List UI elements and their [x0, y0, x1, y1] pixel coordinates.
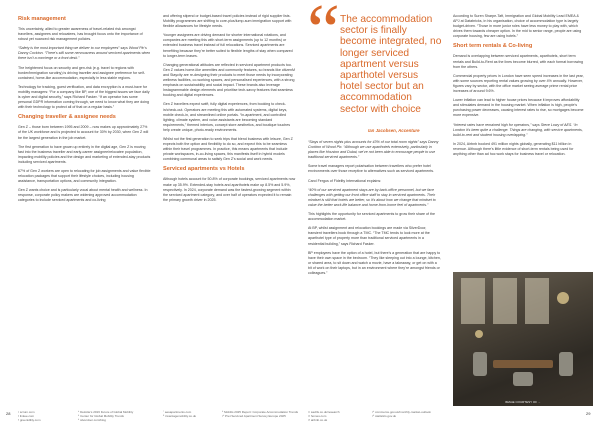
paragraph: The heightened focus on security and gen-risk (e.g. travel to regions with border/immigration scrutiny) is driving traveller and assignee preference for self-contained, home-like accommodation, especially in less stable regions. [18, 65, 146, 80]
page-number-left: 28 [6, 411, 11, 416]
column-4 [453, 14, 586, 161]
paragraph: In 2024, Airbnb booked 491 million nights globally, generating $11 billion in revenue. Although there’s little evidence of short-term rentals being used for anything other than ad hoc work stays for business travel or relocation. [453, 141, 574, 156]
footnote: ⁹ Mobilis 2025 Report: Corporate Accommodation Trends [222, 410, 298, 414]
interior-photo [453, 272, 593, 406]
heading-risk-management: Risk management [18, 16, 66, 22]
heading-changing-needs: Changing traveller & assignee needs [18, 114, 116, 121]
column-1 [18, 14, 151, 208]
footnote: ⁷ aesapartments.com [163, 410, 192, 414]
paragraph: BP employees have the option of a hotel, but there’s a generation that are happy to have their own space in the bedroom. “They like sleeping out into a lounge, kitchen, or shared area, to sit down and watch a movie, have a takeaway, or get on with a bit of work on their laptops, but in an environment where they’re amongst friends or colleagues.” [308, 250, 441, 275]
footnotes [163, 410, 219, 418]
footnotes [222, 410, 302, 418]
footnotes [78, 410, 162, 422]
footnote: ¹⁰ Pret Serviced Apartment Survey Europe 2025 [222, 414, 286, 418]
paragraph: Although hotels account for 50.8% of corporate bookings, serviced apartments now make up 35.9%. Extended-stay hotels and aparthotels make up 8.5% and 5.9%, respectively. In 2024, corporate demand was the fastest-growing segment within the serviced apartment category, and over half of operators expected it to remain the primary growth driver in 2025. [163, 177, 296, 202]
paragraph: Changing generational attitudes are reflected in serviced apartment products too. Gen Z values home-like amenities and community features, so brands like citizenM and Staycity are re-designing their products to meet those needs by incorporating wellness facilities, co-working spaces, and personalised experiences, with a strong emphasis on sustainability and social impact. These brands also leverage Instagrammable design elements and prioritise tech-savvy features that seamless booking and digital experiences. [163, 62, 296, 98]
quote-mark-icon: “ [307, 0, 340, 72]
paragraph: 67% of Gen Z workers are open to relocating for job assignments and value flexible relocation packages that support their lifestyle choices, including housing assistance, transportation options, and community integration. [18, 168, 151, 184]
paragraph: Gen Z wants choice and is particularly vocal about mental health and wellness. In response, corporate policy makers are widening approved accommodation categories to include serviced apartments and co-living [18, 188, 148, 203]
footnote: ¹⁴ commerce.gov.uk/monthly-market-outlook [372, 410, 431, 414]
paragraph: Lower inflation can lead to higher house prices because it improves affordability and stimulates demand in the housing market. When inflation is high, people’s purchasing power decreases, causing interest rates to rise, so mortgages become more expensive. [453, 98, 584, 118]
paragraph: Younger assignees are driving demand for shorter international rotations, and companies are meeting this with short-term assignments (up to 12 months) or extended business travel instead of full relocations. Serviced apartments are benefiting because they’re better suited to flexible lengths of stay when compared to longer-term leases. [163, 33, 293, 58]
page-number-right: 29 [586, 411, 591, 416]
paragraph: Demand is overlapping between serviced apartments, aparthotels, short term rentals and Build-to-Rent as the lines become blurred, with each format borrowing from the others. [453, 54, 584, 69]
pull-quote-attribution: Ian Jacobsen, Accenture [368, 128, 420, 133]
footnote: ¹ scrum.com [18, 410, 35, 414]
paragraph: Commercial property prices in London have seen speed increases in the last year, with some sources reporting rental values growing by over 4% annually. However, figures vary by sector, with the office market seeing average prime rental price increases of around 9.6%. [453, 73, 584, 94]
column-3 [308, 140, 441, 280]
footnotes [372, 410, 450, 418]
footnote: ⁴ Deloitte's 2016 Future of Global Mobility [78, 410, 134, 414]
paragraph: According to Suren Sharpe-Taft, Immigration and Global Mobility Lead EMEA & APJ at Databricks, in his organisation, choice of accommodation type is largely budget-driven. “Those in more junior roles have less money to play with, which drives them towards cheaper option. In the mid to senior range, people are using corporate housing, few are using hotels.” [453, 14, 582, 39]
column-2 [163, 14, 296, 207]
footnote: ⁵ Center for Global Mobility Trends [78, 414, 124, 418]
footnote: ¹¹ savills.co.uk/research [308, 410, 340, 414]
paragraph: and offering stipend or budget-based travel policies instead of rigid supplier lists. Mobility programmes are shifting to core-plus/lump-sum immigration support with flexible allowances for lifestyle needs. [163, 14, 292, 29]
footnote: ³ greenidility.com [18, 418, 41, 422]
paragraph: Whilst not the first generation to seek trips that blend business with leisure, Gen Z expects both the option and flexibility to do so, and expect this to be seamless within their travel programmes. In practice, this means apartments that include private workspaces, in-co-living spaces, this manifests itself in hybrid models combining communal areas to satisfy Gen Z’s social and work needs. [163, 136, 293, 162]
paragraph: The first generation to have grown up entirely in the digital age, Gen Z is moving fast into the business traveller and early-career assignee/relocatee population, impacting mobility policies and the design and marketing of extended-stay products including serviced apartments. [18, 144, 151, 164]
footnote: ¹⁵ statistics.gov.uk [372, 414, 397, 418]
footnote: ¹² homes.com [308, 414, 327, 418]
footnote: ⁶ silverdoor.com/blog [78, 418, 106, 422]
paragraph: Carol Fergus of Fidelity International explains: [308, 178, 382, 183]
photo-caption: IMAGE COURTESY OF ... [505, 400, 541, 404]
quote: “Safety is the most important thing we deliver to our employees” says Wood Plc’s Danny Cockton. “There’s still some nervousness around serviced apartments when there isn’t a concierge or a front desk.” [18, 46, 151, 61]
paragraph: Technology for tracking, guest verification, and data encryption is a must-have for mobility managers: “For a company like BP, one of the biggest issues we face daily is cyber and digital security,” says Richard Fasker. “If an operator has some personal GDPR information coming through, we need to know what they are doing with their technology to protect all of that on a regular basis.” [18, 84, 150, 110]
heading-short-term-rentals: Short term rentals & Co-living [453, 43, 533, 50]
footnotes [308, 410, 368, 422]
footnote: ² linkee.com [18, 414, 35, 418]
heading-serviced-vs-hotels: Serviced apartments vs Hotels [163, 166, 245, 173]
paragraph: At BP, whilst assignment and relocation bookings are made via SilverDoor, transient travellers book through a TMC. “The TMC tends to look more at the aparthotel type of property more than traditional serviced apartments in a residential building,” says Richard Fasker. [308, 226, 430, 246]
paragraph: This uncertainty, allied to greater awareness of travel-related risk amongst travellers, assignees and relocatees, has brought focus onto the importance of robust yet nuanced risk management policies. [18, 27, 143, 42]
footnote: ⁸ invantagemobility.co.uk [163, 414, 197, 418]
pull-quote: The accommodation sector is finally become integrated, no longer serviced apartment versus aparthotel versus hotel sector but an accommodation sector with choice [340, 14, 442, 115]
paragraph: Gen Z – those born between 1995 and 2009 – now makes up approximately 27% of the UK workforce and is projected to account for 30% by 2030, when Gen Z will be the largest generation in the job market. [18, 125, 149, 140]
paragraph: This highlights the opportunity for serviced apartments to grow their share of the accommodation market. [308, 212, 436, 222]
footnotes [18, 410, 74, 422]
quote: “Interest rates have remained high for operators,” says Steve Lowy of AES. “In London it’s been quite a challenge. Things are changing, with service apartments, build-to-rent and student housing overlapping.” [453, 122, 583, 137]
paragraph: Some travel managers report polarisation between travellers who prefer hotel environments over those receptive to alternatives such as serviced apartments. [308, 164, 435, 174]
quote: “40% of our serviced apartment stays are by back-office personnel, but we face challenges with getting our front office staff to stay in serviced apartments. Their mindset is still that hotels are better, so it’s about how we change that mindset to value the better work-life balance and home-from-home feel of apartments.” [308, 187, 436, 207]
paragraph: Gen Z travellers expect swift, fully digital experiences, from booking to check-in/check-out. Operators are meeting this with automated systems, digital keys, mobile check-in, and streamlined online portals. “In-apartment, and controlled lighting, climate system, and voice assistants are becoming standard requirements,” themed interiors, concept store aesthetics, and boutique touches help create unique, photo-ready environments. [163, 102, 291, 132]
quote: “Stays of seven nights plus accounts for 43% of our total room nights” says Danny Cockton of Wood Plc. “Although we use aparthotels extensively, particularly in places like Houston and Dubai, we’ve not been able to encourage people to use traditional serviced apartments.” [308, 140, 439, 160]
footnote: ¹³ airbnb.co.uk [308, 418, 328, 422]
